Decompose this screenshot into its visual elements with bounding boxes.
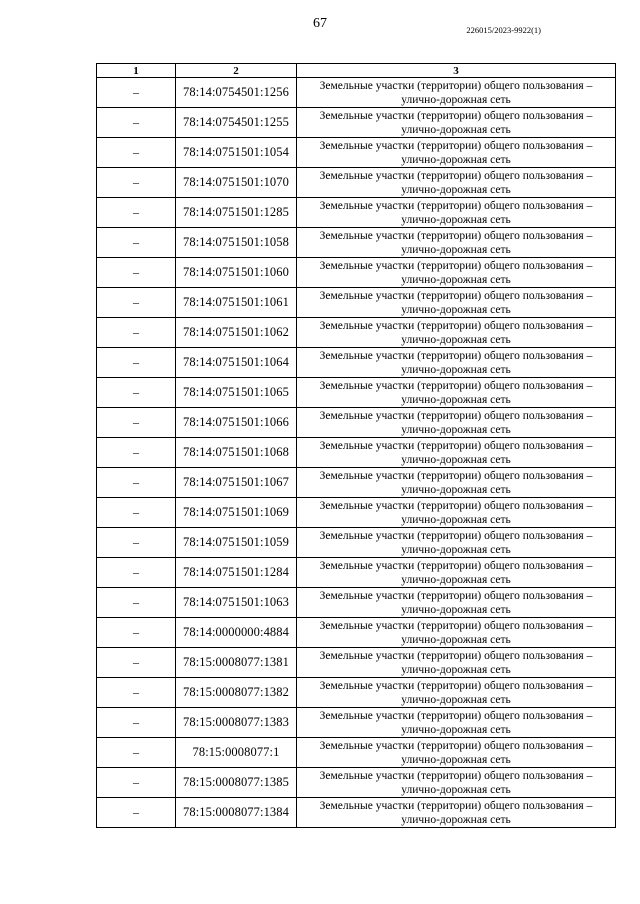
land-use-description bbox=[297, 708, 616, 738]
description-line-2: улично-дорожная сеть bbox=[401, 603, 511, 616]
table-row bbox=[97, 198, 616, 228]
row-mark: – bbox=[97, 198, 176, 228]
description-line-1: Земельные участки (территории) общего пользования – bbox=[319, 739, 593, 752]
table-row bbox=[97, 738, 616, 768]
cadastral-number: 78:14:0751501:1066 bbox=[176, 408, 297, 438]
description-line-2: улично-дорожная сеть bbox=[401, 363, 511, 376]
row-mark: – bbox=[97, 528, 176, 558]
table-row bbox=[97, 528, 616, 558]
cadastral-number: 78:15:0008077:1383 bbox=[176, 708, 297, 738]
row-mark: – bbox=[97, 798, 176, 828]
table-row bbox=[97, 108, 616, 138]
description-line-2: улично-дорожная сеть bbox=[401, 543, 511, 556]
table-row bbox=[97, 318, 616, 348]
cadastral-number: 78:14:0751501:1065 bbox=[176, 378, 297, 408]
land-use-description bbox=[297, 408, 616, 438]
land-use-description bbox=[297, 468, 616, 498]
row-mark: – bbox=[97, 618, 176, 648]
table-row bbox=[97, 138, 616, 168]
description-line-2: улично-дорожная сеть bbox=[401, 213, 511, 226]
description-line-1: Земельные участки (территории) общего пользования – bbox=[319, 409, 593, 422]
table-row bbox=[97, 678, 616, 708]
land-use-description bbox=[297, 498, 616, 528]
table-row bbox=[97, 468, 616, 498]
description-line-2: улично-дорожная сеть bbox=[401, 243, 511, 256]
row-mark: – bbox=[97, 558, 176, 588]
land-use-description bbox=[297, 78, 616, 108]
description-line-1: Земельные участки (территории) общего пользования – bbox=[319, 679, 593, 692]
table-row bbox=[97, 438, 616, 468]
cadastral-number: 78:14:0751501:1068 bbox=[176, 438, 297, 468]
land-use-description bbox=[297, 318, 616, 348]
row-mark: – bbox=[97, 408, 176, 438]
cadastral-number: 78:14:0000000:4884 bbox=[176, 618, 297, 648]
description-line-1: Земельные участки (территории) общего пользования – bbox=[319, 79, 593, 92]
description-line-1: Земельные участки (территории) общего пользования – bbox=[319, 499, 593, 512]
cadastral-number: 78:14:0751501:1064 bbox=[176, 348, 297, 378]
table-row bbox=[97, 558, 616, 588]
description-line-1: Земельные участки (территории) общего пользования – bbox=[319, 199, 593, 212]
land-use-description bbox=[297, 648, 616, 678]
description-line-2: улично-дорожная сеть bbox=[401, 393, 511, 406]
description-line-2: улично-дорожная сеть bbox=[401, 273, 511, 286]
land-use-description bbox=[297, 798, 616, 828]
land-use-description bbox=[297, 228, 616, 258]
table-header-row bbox=[97, 64, 616, 78]
row-mark: – bbox=[97, 498, 176, 528]
table-row bbox=[97, 768, 616, 798]
cadastral-number: 78:14:0751501:1061 bbox=[176, 288, 297, 318]
description-line-2: улично-дорожная сеть bbox=[401, 813, 511, 826]
column-header-2: 2 bbox=[176, 64, 297, 78]
cadastral-number: 78:14:0751501:1069 bbox=[176, 498, 297, 528]
row-mark: – bbox=[97, 468, 176, 498]
cadastral-number: 78:14:0751501:1062 bbox=[176, 318, 297, 348]
cadastral-number: 78:14:0751501:1060 bbox=[176, 258, 297, 288]
row-mark: – bbox=[97, 648, 176, 678]
description-line-1: Земельные участки (территории) общего пользования – bbox=[319, 229, 593, 242]
land-use-description bbox=[297, 528, 616, 558]
description-line-1: Земельные участки (территории) общего пользования – bbox=[319, 589, 593, 602]
cadastral-number: 78:14:0751501:1284 bbox=[176, 558, 297, 588]
row-mark: – bbox=[97, 108, 176, 138]
description-line-2: улично-дорожная сеть bbox=[401, 633, 511, 646]
description-line-2: улично-дорожная сеть bbox=[401, 423, 511, 436]
description-line-2: улично-дорожная сеть bbox=[401, 693, 511, 706]
table-row bbox=[97, 378, 616, 408]
row-mark: – bbox=[97, 228, 176, 258]
row-mark: – bbox=[97, 348, 176, 378]
description-line-2: улично-дорожная сеть bbox=[401, 513, 511, 526]
table-row bbox=[97, 168, 616, 198]
table-row bbox=[97, 708, 616, 738]
table-row bbox=[97, 408, 616, 438]
land-use-description bbox=[297, 198, 616, 228]
land-use-description bbox=[297, 558, 616, 588]
row-mark: – bbox=[97, 378, 176, 408]
land-use-description bbox=[297, 588, 616, 618]
description-line-2: улично-дорожная сеть bbox=[401, 123, 511, 136]
land-use-description bbox=[297, 618, 616, 648]
description-line-2: улично-дорожная сеть bbox=[401, 663, 511, 676]
cadastral-number: 78:15:0008077:1 bbox=[176, 738, 297, 768]
cadastral-number: 78:14:0751501:1058 bbox=[176, 228, 297, 258]
row-mark: – bbox=[97, 738, 176, 768]
cadastral-number: 78:14:0751501:1063 bbox=[176, 588, 297, 618]
row-mark: – bbox=[97, 138, 176, 168]
table-row bbox=[97, 798, 616, 828]
description-line-2: улично-дорожная сеть bbox=[401, 183, 511, 196]
row-mark: – bbox=[97, 168, 176, 198]
land-use-description bbox=[297, 168, 616, 198]
description-line-1: Земельные участки (территории) общего пользования – bbox=[319, 259, 593, 272]
cadastral-number: 78:15:0008077:1385 bbox=[176, 768, 297, 798]
description-line-1: Земельные участки (территории) общего пользования – bbox=[319, 109, 593, 122]
cadastral-number: 78:14:0751501:1285 bbox=[176, 198, 297, 228]
land-plots-table bbox=[96, 63, 616, 828]
description-line-2: улично-дорожная сеть bbox=[401, 333, 511, 346]
row-mark: – bbox=[97, 318, 176, 348]
description-line-2: улично-дорожная сеть bbox=[401, 573, 511, 586]
description-line-1: Земельные участки (территории) общего пользования – bbox=[319, 529, 593, 542]
cadastral-number: 78:14:0754501:1256 bbox=[176, 78, 297, 108]
cadastral-number: 78:14:0754501:1255 bbox=[176, 108, 297, 138]
table-row bbox=[97, 288, 616, 318]
description-line-1: Земельные участки (территории) общего пользования – bbox=[319, 319, 593, 332]
land-use-description bbox=[297, 138, 616, 168]
column-header-1: 1 bbox=[97, 64, 176, 78]
description-line-1: Земельные участки (территории) общего пользования – bbox=[319, 349, 593, 362]
land-use-description bbox=[297, 438, 616, 468]
description-line-1: Земельные участки (территории) общего пользования – bbox=[319, 169, 593, 182]
table-row bbox=[97, 228, 616, 258]
land-use-description bbox=[297, 288, 616, 318]
description-line-2: улично-дорожная сеть bbox=[401, 153, 511, 166]
land-use-description bbox=[297, 738, 616, 768]
cadastral-number: 78:15:0008077:1381 bbox=[176, 648, 297, 678]
description-line-1: Земельные участки (территории) общего пользования – bbox=[319, 619, 593, 632]
page-number: 67 bbox=[313, 16, 327, 31]
land-use-description bbox=[297, 348, 616, 378]
land-use-description bbox=[297, 108, 616, 138]
land-use-description bbox=[297, 378, 616, 408]
row-mark: – bbox=[97, 288, 176, 318]
description-line-2: улично-дорожная сеть bbox=[401, 303, 511, 316]
description-line-2: улично-дорожная сеть bbox=[401, 723, 511, 736]
cadastral-number: 78:14:0751501:1054 bbox=[176, 138, 297, 168]
table-row bbox=[97, 648, 616, 678]
cadastral-number: 78:14:0751501:1059 bbox=[176, 528, 297, 558]
cadastral-number: 78:15:0008077:1382 bbox=[176, 678, 297, 708]
land-use-description bbox=[297, 768, 616, 798]
description-line-2: улично-дорожная сеть bbox=[401, 753, 511, 766]
cadastral-number: 78:14:0751501:1070 bbox=[176, 168, 297, 198]
description-line-1: Земельные участки (территории) общего пользования – bbox=[319, 649, 593, 662]
row-mark: – bbox=[97, 708, 176, 738]
row-mark: – bbox=[97, 78, 176, 108]
row-mark: – bbox=[97, 588, 176, 618]
table-row bbox=[97, 348, 616, 378]
land-use-description bbox=[297, 258, 616, 288]
description-line-2: улично-дорожная сеть bbox=[401, 453, 511, 466]
description-line-1: Земельные участки (территории) общего пользования – bbox=[319, 439, 593, 452]
land-use-description bbox=[297, 678, 616, 708]
description-line-2: улично-дорожная сеть bbox=[401, 483, 511, 496]
description-line-1: Земельные участки (территории) общего пользования – bbox=[319, 709, 593, 722]
table-row bbox=[97, 78, 616, 108]
description-line-2: улично-дорожная сеть bbox=[401, 93, 511, 106]
cadastral-number: 78:15:0008077:1384 bbox=[176, 798, 297, 828]
description-line-1: Земельные участки (территории) общего пользования – bbox=[319, 559, 593, 572]
table-row bbox=[97, 498, 616, 528]
description-line-1: Земельные участки (территории) общего пользования – bbox=[319, 379, 593, 392]
column-header-3: 3 bbox=[297, 64, 616, 78]
description-line-1: Земельные участки (территории) общего пользования – bbox=[319, 469, 593, 482]
table-row bbox=[97, 588, 616, 618]
table-row bbox=[97, 618, 616, 648]
description-line-1: Земельные участки (территории) общего пользования – bbox=[319, 139, 593, 152]
description-line-1: Земельные участки (территории) общего пользования – bbox=[319, 289, 593, 302]
row-mark: – bbox=[97, 678, 176, 708]
document-reference: 226015/2023-9922(1) bbox=[466, 25, 541, 35]
description-line-1: Земельные участки (территории) общего пользования – bbox=[319, 799, 593, 812]
description-line-1: Земельные участки (территории) общего пользования – bbox=[319, 769, 593, 782]
row-mark: – bbox=[97, 258, 176, 288]
cadastral-number: 78:14:0751501:1067 bbox=[176, 468, 297, 498]
description-line-2: улично-дорожная сеть bbox=[401, 783, 511, 796]
row-mark: – bbox=[97, 438, 176, 468]
table-body bbox=[97, 78, 616, 828]
table-row bbox=[97, 258, 616, 288]
row-mark: – bbox=[97, 768, 176, 798]
